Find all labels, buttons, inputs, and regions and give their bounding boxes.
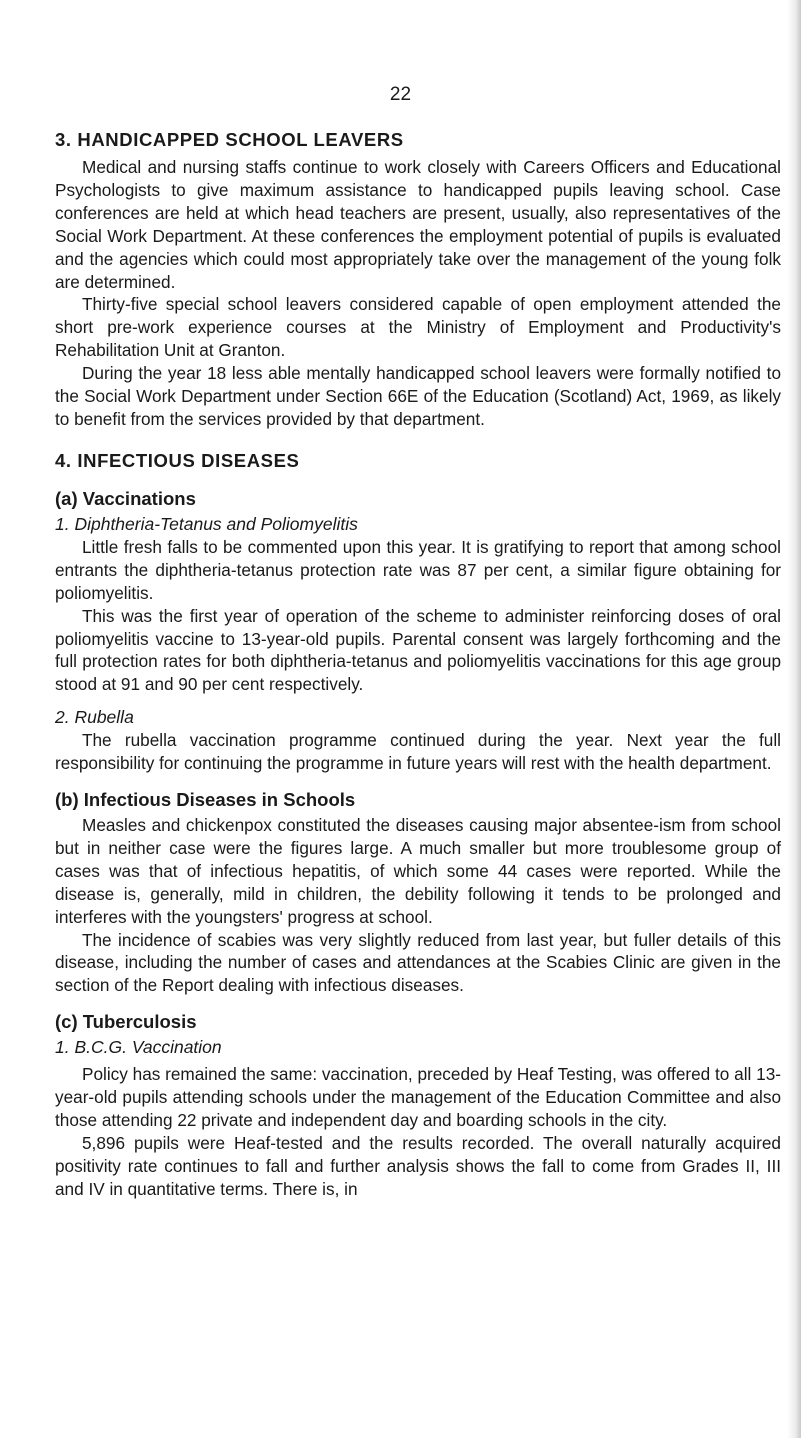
subsection-tuberculosis	[55, 1010, 781, 1200]
section-handicapped-school-leavers	[55, 128, 781, 431]
paragraph: Little fresh falls to be commented upon this year. It is gratifying to report that among school entrants the diphtheria-tetanus protection rate was 87 per cent, a similar figure obtaining for poliomyelitis.	[55, 536, 781, 603]
item-heading: 1. B.C.G. Vaccination	[55, 1037, 222, 1058]
paragraph: Policy has remained the same: vaccination, preceded by Heaf Testing, was offered to all 13-year-old pupils attending schools under the management of the Education Committee and also those attending 22 private and independent day and boarding schools in the city.	[55, 1064, 781, 1131]
subsection-heading: (a) Vaccinations	[55, 487, 196, 509]
item-heading: 1. Diphtheria-Tetanus and Poliomyelitis	[55, 513, 358, 534]
section-heading: 3. HANDICAPPED SCHOOL LEAVERS	[55, 129, 404, 150]
subsection-infectious-diseases-in-schools	[55, 788, 781, 997]
section-infectious-diseases	[55, 449, 781, 1201]
subsection-heading: (b) Infectious Diseases in Schools	[55, 789, 356, 811]
paragraph: 5,896 pupils were Heaf-tested and the results recorded. The overall naturally acquired positivity rate continues to fall and further analysis shows the fall to come from Grades II, III and IV in quantitative terms. There is, in	[55, 1133, 781, 1199]
subsection-heading: (c) Tuberculosis	[55, 1011, 197, 1033]
paragraph: Measles and chickenpox constituted the diseases causing major absentee-ism from school but in neither case were the figures large. A much smaller but more troublesome group of cases was that of infectious hepatitis, of which some 44 cases were reported. While the disease is, generally, mild in children, the debility following it tends to be prolonged and interferes with the youngsters' progress at school.	[55, 815, 781, 927]
paragraph: Thirty-five special school leavers considered capable of open employment attended the short pre-work experience courses at the Ministry of Employment and Productivity's Rehabilitation Unit at Granton.	[55, 294, 781, 361]
paragraph: During the year 18 less able mentally handicapped school leavers were formally notified to the Social Work Department under Section 66E of the Education (Scotland) Act, 1969, as likely to benefit from the services provided by that department.	[55, 363, 781, 429]
section-heading: 4. INFECTIOUS DISEASES	[55, 449, 300, 471]
page-number: 22	[389, 84, 412, 105]
item-heading: 2. Rubella	[55, 707, 134, 728]
paragraph: Medical and nursing staffs continue to work closely with Careers Officers and Educational Psychologists to give maximum assistance to handicapped pupils leaving school. Case conferences are held at which head teachers are present, usually, also representatives of the Social Work Department. At these conferences the employment potential of pupils is evaluated and the agencies which could most appropriately take over the management of the young folk are determined.	[55, 157, 781, 292]
paragraph: This was the first year of operation of the scheme to administer reinforcing doses of oral poliomyelitis vaccine to 13-year-old pupils. Parental consent was largely forthcoming and the full protection rates for both diphtheria-tetanus and poliomyelitis vaccinations for this age group stood at 91 and 90 per cent respectively.	[55, 605, 781, 695]
document-body	[55, 128, 781, 1201]
subsection-vaccinations	[55, 487, 781, 775]
paragraph: The incidence of scabies was very slightly reduced from last year, but fuller details of this disease, including the number of cases and attendances at the Scabies Clinic are given in the section of the Report dealing with infectious diseases.	[55, 929, 781, 996]
paragraph: The rubella vaccination programme continued during the year. Next year the full responsibility for continuing the programme in future years will rest with the health department.	[55, 730, 781, 774]
scan-edge-shadow	[787, 0, 801, 1438]
